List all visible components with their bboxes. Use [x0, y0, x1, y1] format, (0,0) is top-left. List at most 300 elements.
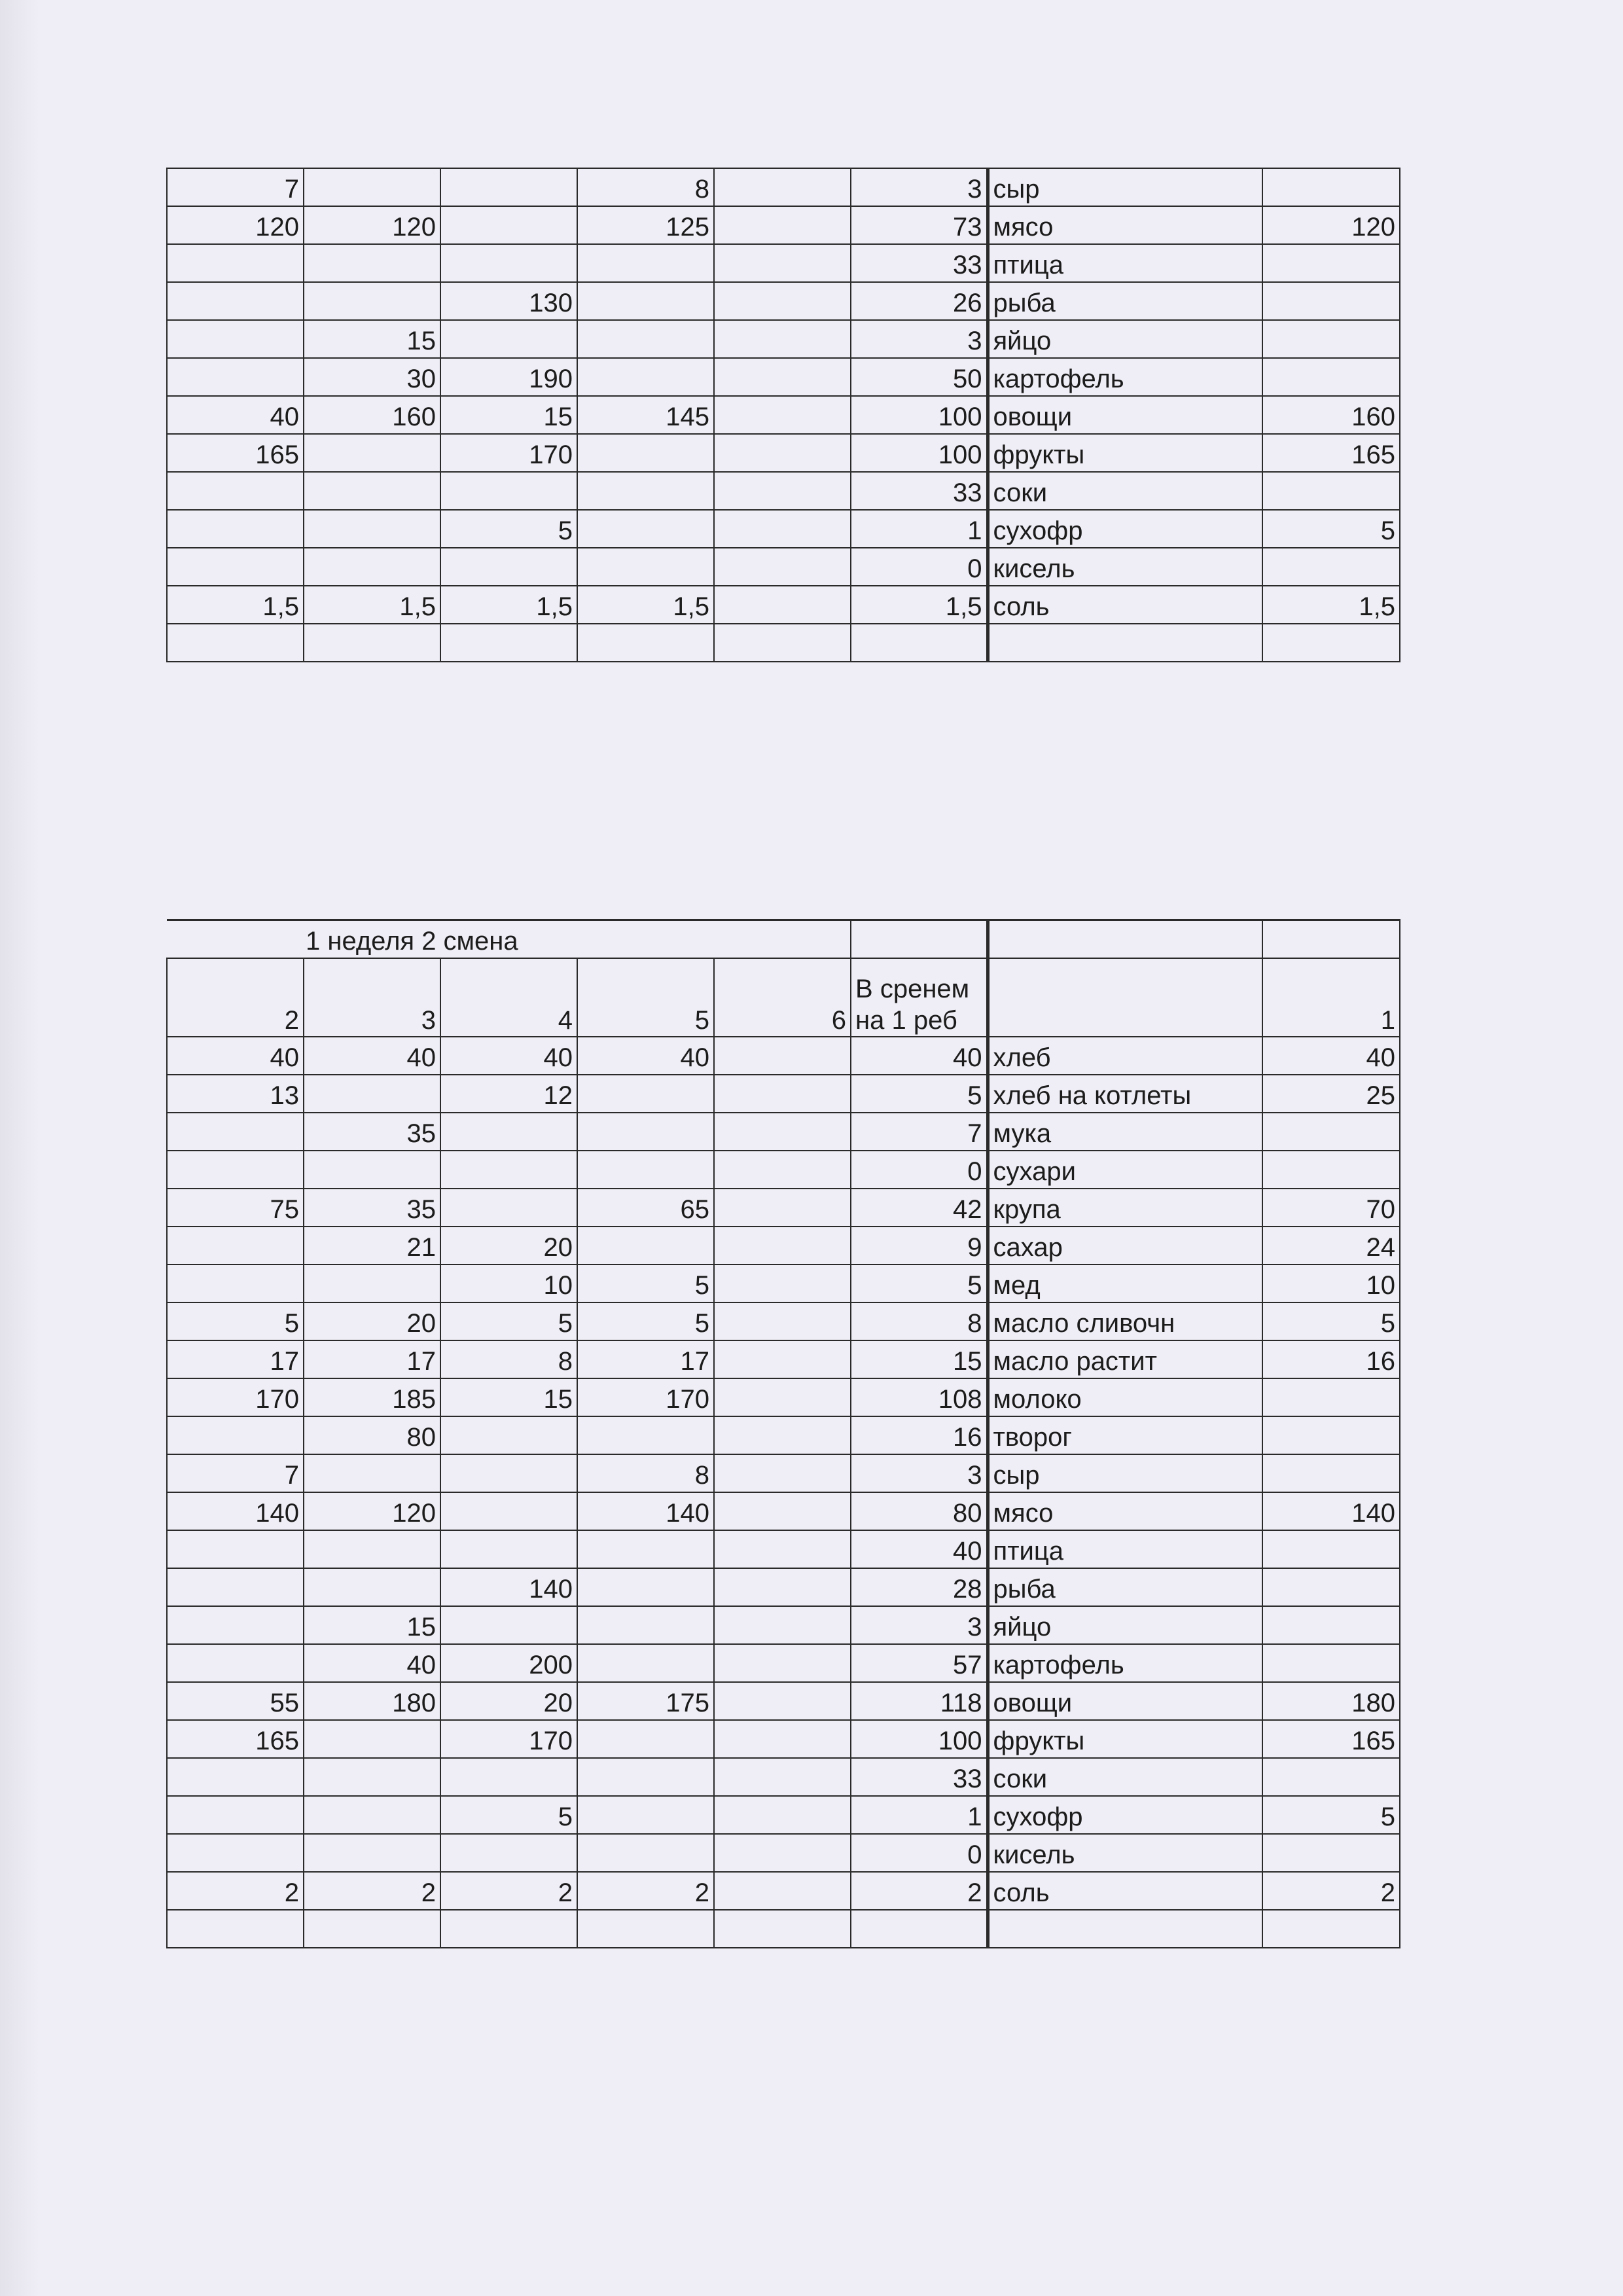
table-row: [167, 1189, 1400, 1227]
cell-product-name: птица: [988, 244, 1262, 282]
table-row: [167, 1265, 1400, 1302]
cell-day-4: 170: [440, 434, 577, 472]
cell-day-6: [714, 1416, 851, 1454]
header-day-4: 4: [440, 958, 577, 1037]
cell-day-2: 165: [167, 1720, 304, 1758]
cell-day-3: 17: [304, 1340, 440, 1378]
cell-day-6: [714, 1796, 851, 1834]
cell-day-1: [1262, 1113, 1400, 1151]
cell-day-4: [440, 1910, 577, 1948]
cell-day-3: 30: [304, 358, 440, 396]
cell-day-3: 2: [304, 1872, 440, 1910]
table-row: [167, 1682, 1400, 1720]
cell-day-6: [714, 1075, 851, 1113]
cell-day-3: [304, 548, 440, 586]
cell-day-3: [304, 1075, 440, 1113]
cell-day-2: [167, 1227, 304, 1265]
cell-product-name: сухофр: [988, 1796, 1262, 1834]
cell-day-5: [577, 1568, 714, 1606]
cell-day-1: [1262, 1606, 1400, 1644]
cell-average: 26: [851, 282, 988, 320]
table-row: [167, 1492, 1400, 1530]
cell-day-1: 70: [1262, 1189, 1400, 1227]
header-average-line1: В сренем: [855, 975, 970, 1003]
cell-product-name: мясо: [988, 1492, 1262, 1530]
cell-day-3: 180: [304, 1682, 440, 1720]
table-title: 1 неделя 2 смена: [167, 920, 851, 959]
table-row: [167, 472, 1400, 510]
cell-average: 108: [851, 1378, 988, 1416]
cell-day-2: 170: [167, 1378, 304, 1416]
cell-day-5: [577, 1606, 714, 1644]
table-row: [167, 358, 1400, 396]
table-row: [167, 434, 1400, 472]
cell-day-5: [577, 1113, 714, 1151]
menu-table-bottom: [166, 919, 1400, 1948]
cell-day-1: 5: [1262, 1796, 1400, 1834]
header-day-2: 2: [167, 958, 304, 1037]
cell-product-name: [988, 624, 1262, 662]
cell-day-2: 140: [167, 1492, 304, 1530]
cell-day-5: [577, 1151, 714, 1189]
cell-day-2: 1,5: [167, 586, 304, 624]
cell-day-2: [167, 1568, 304, 1606]
cell-product-name: овощи: [988, 1682, 1262, 1720]
cell-day-2: 120: [167, 206, 304, 244]
cell-day-1: 40: [1262, 1037, 1400, 1075]
table-row: [167, 1227, 1400, 1265]
table-row: [167, 1416, 1400, 1454]
cell-day-2: [167, 624, 304, 662]
cell-day-3: 21: [304, 1227, 440, 1265]
table-row: [167, 1606, 1400, 1644]
cell-day-6: [714, 1265, 851, 1302]
cell-day-4: 130: [440, 282, 577, 320]
cell-day-5: [577, 1796, 714, 1834]
table-row: [167, 1151, 1400, 1189]
header-day-5: 5: [577, 958, 714, 1037]
table-title-spacer: [1262, 920, 1400, 959]
cell-day-4: [440, 1530, 577, 1568]
cell-average: 15: [851, 1340, 988, 1378]
table-row: [167, 206, 1400, 244]
cell-product-name: яйцо: [988, 1606, 1262, 1644]
cell-product-name: сыр: [988, 1454, 1262, 1492]
cell-day-1: [1262, 1644, 1400, 1682]
cell-average: 100: [851, 1720, 988, 1758]
cell-day-1: [1262, 244, 1400, 282]
cell-product-name: картофель: [988, 1644, 1262, 1682]
cell-day-4: 5: [440, 1302, 577, 1340]
cell-day-1: [1262, 1758, 1400, 1796]
cell-day-2: 13: [167, 1075, 304, 1113]
cell-average: 40: [851, 1530, 988, 1568]
cell-average: 33: [851, 1758, 988, 1796]
table-row: [167, 168, 1400, 206]
cell-day-2: 7: [167, 1454, 304, 1492]
table-row: [167, 624, 1400, 662]
cell-day-2: [167, 1758, 304, 1796]
cell-day-5: [577, 472, 714, 510]
cell-day-5: 5: [577, 1302, 714, 1340]
cell-day-5: [577, 1227, 714, 1265]
cell-day-6: [714, 1758, 851, 1796]
cell-average: 3: [851, 320, 988, 358]
table-row: [167, 1075, 1400, 1113]
header-day-6: 6: [714, 958, 851, 1037]
cell-average: 8: [851, 1302, 988, 1340]
table-row: [167, 510, 1400, 548]
cell-product-name: овощи: [988, 396, 1262, 434]
cell-day-5: [577, 282, 714, 320]
cell-day-3: [304, 1720, 440, 1758]
cell-day-3: [304, 244, 440, 282]
cell-day-4: 20: [440, 1682, 577, 1720]
cell-average: [851, 624, 988, 662]
cell-day-6: [714, 1302, 851, 1340]
cell-day-1: [1262, 624, 1400, 662]
cell-day-4: [440, 1834, 577, 1872]
cell-day-3: [304, 1265, 440, 1302]
cell-product-name: кисель: [988, 1834, 1262, 1872]
cell-day-3: [304, 1758, 440, 1796]
cell-day-2: [167, 472, 304, 510]
cell-day-3: 40: [304, 1644, 440, 1682]
cell-day-3: [304, 1454, 440, 1492]
cell-day-1: [1262, 1151, 1400, 1189]
cell-average: 73: [851, 206, 988, 244]
cell-day-4: [440, 1492, 577, 1530]
cell-day-2: 17: [167, 1340, 304, 1378]
cell-day-3: 35: [304, 1189, 440, 1227]
cell-day-6: [714, 1340, 851, 1378]
cell-day-5: [577, 624, 714, 662]
cell-day-4: [440, 244, 577, 282]
cell-day-1: 24: [1262, 1227, 1400, 1265]
table-row: [167, 586, 1400, 624]
cell-product-name: сухари: [988, 1151, 1262, 1189]
cell-day-3: [304, 1796, 440, 1834]
cell-average: 33: [851, 472, 988, 510]
cell-day-2: [167, 1265, 304, 1302]
cell-day-2: [167, 1530, 304, 1568]
cell-product-name: яйцо: [988, 320, 1262, 358]
cell-day-4: [440, 1189, 577, 1227]
table-row: [167, 1644, 1400, 1682]
cell-day-3: 120: [304, 206, 440, 244]
cell-product-name: соки: [988, 472, 1262, 510]
cell-day-1: 2: [1262, 1872, 1400, 1910]
cell-day-2: [167, 320, 304, 358]
cell-day-6: [714, 1378, 851, 1416]
menu-table-bottom-body: [167, 920, 1400, 1948]
cell-day-5: 1,5: [577, 586, 714, 624]
cell-day-1: [1262, 1378, 1400, 1416]
cell-product-name: творог: [988, 1416, 1262, 1454]
cell-product-name: [988, 1910, 1262, 1948]
cell-product-name: соки: [988, 1758, 1262, 1796]
cell-day-1: 25: [1262, 1075, 1400, 1113]
table-row: [167, 396, 1400, 434]
cell-day-3: [304, 1530, 440, 1568]
table-row: [167, 1037, 1400, 1075]
menu-table-top-body: [167, 168, 1400, 662]
cell-day-6: [714, 472, 851, 510]
cell-day-1: 1,5: [1262, 586, 1400, 624]
cell-product-name: молоко: [988, 1378, 1262, 1416]
cell-day-4: 20: [440, 1227, 577, 1265]
cell-day-5: [577, 320, 714, 358]
cell-day-6: [714, 1644, 851, 1682]
cell-day-1: 165: [1262, 1720, 1400, 1758]
cell-day-4: 170: [440, 1720, 577, 1758]
cell-day-1: [1262, 282, 1400, 320]
cell-day-2: 5: [167, 1302, 304, 1340]
table-row: [167, 1454, 1400, 1492]
cell-day-4: 10: [440, 1265, 577, 1302]
cell-day-2: 40: [167, 1037, 304, 1075]
cell-day-2: [167, 1151, 304, 1189]
cell-day-4: [440, 1606, 577, 1644]
cell-day-6: [714, 1606, 851, 1644]
cell-day-5: [577, 1075, 714, 1113]
table-row: [167, 282, 1400, 320]
cell-average: 1,5: [851, 586, 988, 624]
cell-day-5: [577, 244, 714, 282]
cell-day-5: 8: [577, 168, 714, 206]
cell-day-4: [440, 1758, 577, 1796]
cell-day-5: [577, 1720, 714, 1758]
cell-product-name: фрукты: [988, 434, 1262, 472]
cell-day-2: [167, 1910, 304, 1948]
cell-day-6: [714, 1720, 851, 1758]
table-row: [167, 1720, 1400, 1758]
cell-day-1: 140: [1262, 1492, 1400, 1530]
cell-day-6: [714, 1189, 851, 1227]
cell-day-6: [714, 1568, 851, 1606]
cell-day-6: [714, 586, 851, 624]
cell-average: 40: [851, 1037, 988, 1075]
cell-day-6: [714, 1454, 851, 1492]
cell-day-5: 170: [577, 1378, 714, 1416]
cell-day-2: 165: [167, 434, 304, 472]
cell-day-5: [577, 434, 714, 472]
cell-product-name: мясо: [988, 206, 1262, 244]
cell-day-1: 160: [1262, 396, 1400, 434]
cell-day-6: [714, 624, 851, 662]
cell-day-4: 40: [440, 1037, 577, 1075]
cell-product-name: птица: [988, 1530, 1262, 1568]
cell-day-4: 190: [440, 358, 577, 396]
cell-day-2: [167, 1606, 304, 1644]
cell-average: 3: [851, 1606, 988, 1644]
cell-day-3: 120: [304, 1492, 440, 1530]
header-product: [988, 958, 1262, 1037]
cell-average: 50: [851, 358, 988, 396]
cell-day-1: [1262, 1568, 1400, 1606]
cell-day-2: [167, 510, 304, 548]
cell-day-6: [714, 1151, 851, 1189]
cell-day-4: 200: [440, 1644, 577, 1682]
cell-day-5: [577, 1910, 714, 1948]
cell-day-5: [577, 548, 714, 586]
cell-product-name: мука: [988, 1113, 1262, 1151]
cell-day-1: [1262, 1834, 1400, 1872]
header-average-line2: на 1 реб: [855, 1006, 957, 1035]
cell-day-4: [440, 1416, 577, 1454]
cell-day-3: 40: [304, 1037, 440, 1075]
cell-day-3: [304, 472, 440, 510]
cell-day-5: 8: [577, 1454, 714, 1492]
cell-day-4: [440, 320, 577, 358]
cell-day-3: [304, 510, 440, 548]
cell-day-3: 20: [304, 1302, 440, 1340]
cell-day-4: [440, 1151, 577, 1189]
cell-day-5: [577, 1530, 714, 1568]
table-title-spacer: [851, 920, 988, 959]
cell-average: 0: [851, 1151, 988, 1189]
cell-day-3: 35: [304, 1113, 440, 1151]
cell-day-2: [167, 244, 304, 282]
cell-day-5: [577, 1758, 714, 1796]
cell-day-5: [577, 510, 714, 548]
cell-day-4: 12: [440, 1075, 577, 1113]
cell-day-4: 140: [440, 1568, 577, 1606]
header-day-1: 1: [1262, 958, 1400, 1037]
cell-day-6: [714, 1530, 851, 1568]
table-title-spacer: [988, 920, 1262, 959]
cell-day-6: [714, 1872, 851, 1910]
cell-day-1: [1262, 320, 1400, 358]
table-row: [167, 1568, 1400, 1606]
cell-day-1: 165: [1262, 434, 1400, 472]
cell-day-3: [304, 1568, 440, 1606]
cell-day-5: [577, 1416, 714, 1454]
cell-day-2: [167, 548, 304, 586]
cell-day-3: 160: [304, 396, 440, 434]
cell-day-4: 5: [440, 1796, 577, 1834]
cell-average: 1: [851, 510, 988, 548]
cell-day-2: 75: [167, 1189, 304, 1227]
cell-product-name: хлеб на котлеты: [988, 1075, 1262, 1113]
cell-day-6: [714, 1037, 851, 1075]
cell-product-name: соль: [988, 586, 1262, 624]
cell-day-5: 65: [577, 1189, 714, 1227]
cell-average: 16: [851, 1416, 988, 1454]
cell-day-1: 5: [1262, 1302, 1400, 1340]
cell-day-1: [1262, 1530, 1400, 1568]
cell-product-name: масло растит: [988, 1340, 1262, 1378]
cell-average: [851, 1910, 988, 1948]
cell-day-1: [1262, 358, 1400, 396]
cell-day-3: [304, 1834, 440, 1872]
cell-average: 33: [851, 244, 988, 282]
table-row: [167, 1378, 1400, 1416]
cell-product-name: мед: [988, 1265, 1262, 1302]
cell-day-2: [167, 282, 304, 320]
table-row: [167, 1910, 1400, 1948]
cell-day-2: [167, 1796, 304, 1834]
cell-day-4: 8: [440, 1340, 577, 1378]
cell-day-4: 15: [440, 1378, 577, 1416]
cell-day-6: [714, 282, 851, 320]
cell-day-2: [167, 1644, 304, 1682]
table-row: [167, 1796, 1400, 1834]
cell-product-name: фрукты: [988, 1720, 1262, 1758]
cell-product-name: сухофр: [988, 510, 1262, 548]
cell-day-4: [440, 1113, 577, 1151]
cell-day-1: 120: [1262, 206, 1400, 244]
cell-day-4: [440, 168, 577, 206]
cell-day-6: [714, 434, 851, 472]
cell-product-name: рыба: [988, 1568, 1262, 1606]
cell-average: 0: [851, 1834, 988, 1872]
cell-day-2: [167, 1834, 304, 1872]
cell-average: 3: [851, 168, 988, 206]
cell-average: 1: [851, 1796, 988, 1834]
cell-average: 9: [851, 1227, 988, 1265]
cell-product-name: рыба: [988, 282, 1262, 320]
cell-product-name: кисель: [988, 548, 1262, 586]
cell-day-6: [714, 396, 851, 434]
cell-day-6: [714, 1834, 851, 1872]
table-row: [167, 1758, 1400, 1796]
cell-day-5: [577, 1644, 714, 1682]
cell-product-name: хлеб: [988, 1037, 1262, 1075]
cell-day-4: [440, 472, 577, 510]
menu-table-top: [166, 168, 1400, 662]
cell-day-2: 40: [167, 396, 304, 434]
cell-average: 3: [851, 1454, 988, 1492]
table-row: [167, 1340, 1400, 1378]
cell-product-name: соль: [988, 1872, 1262, 1910]
cell-product-name: картофель: [988, 358, 1262, 396]
cell-day-2: [167, 1113, 304, 1151]
cell-day-5: 5: [577, 1265, 714, 1302]
cell-day-5: 140: [577, 1492, 714, 1530]
cell-day-2: [167, 358, 304, 396]
cell-day-6: [714, 320, 851, 358]
table-row: [167, 548, 1400, 586]
cell-day-6: [714, 1910, 851, 1948]
table-row: [167, 244, 1400, 282]
cell-day-6: [714, 1492, 851, 1530]
cell-day-3: 80: [304, 1416, 440, 1454]
cell-day-3: [304, 282, 440, 320]
cell-day-5: [577, 1834, 714, 1872]
cell-day-1: [1262, 472, 1400, 510]
cell-day-5: 40: [577, 1037, 714, 1075]
table-row: [167, 1834, 1400, 1872]
cell-day-4: [440, 1454, 577, 1492]
cell-day-5: 17: [577, 1340, 714, 1378]
cell-day-3: [304, 1151, 440, 1189]
cell-day-3: [304, 168, 440, 206]
cell-product-name: крупа: [988, 1189, 1262, 1227]
cell-day-3: [304, 434, 440, 472]
cell-day-1: 16: [1262, 1340, 1400, 1378]
cell-day-6: [714, 510, 851, 548]
table-row: [167, 320, 1400, 358]
cell-day-4: [440, 206, 577, 244]
cell-average: 0: [851, 548, 988, 586]
cell-product-name: сахар: [988, 1227, 1262, 1265]
cell-average: 118: [851, 1682, 988, 1720]
cell-day-5: 2: [577, 1872, 714, 1910]
cell-average: 5: [851, 1265, 988, 1302]
table-header-row: [167, 958, 1400, 1037]
cell-day-1: [1262, 1910, 1400, 1948]
